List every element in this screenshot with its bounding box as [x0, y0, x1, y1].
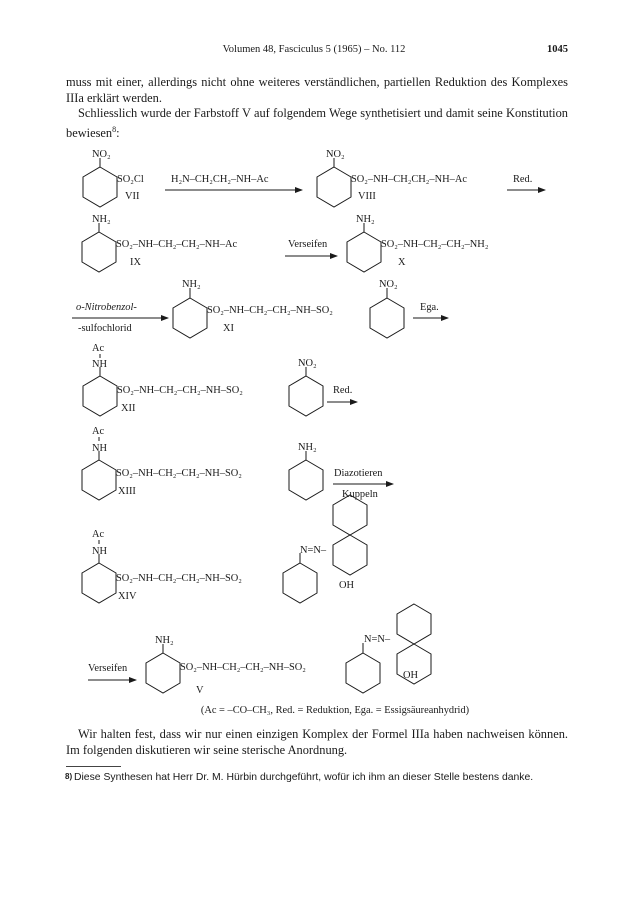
footnote: [65, 771, 568, 785]
nh2-label-ix: NH₂: [92, 214, 111, 225]
naphthalene-upper-ring-xiv: [333, 495, 367, 535]
ac-label-xiii: Ac: [92, 426, 105, 437]
benzene-ring-vii: [83, 167, 117, 207]
reagent-xi-line1: o-Nitrobenzol-: [76, 302, 137, 313]
nh2-label-v: NH₂: [155, 635, 174, 646]
page-number: 1045: [547, 44, 568, 55]
benzene-ring-viii: [317, 167, 351, 207]
compound-label-xi: XI: [223, 323, 234, 334]
chain-x: SO₂–NH–CH₂–CH₂–NH₂: [381, 239, 489, 250]
chain-xiv: SO₂–NH–CH₂–CH₂–NH–SO₂: [116, 573, 242, 584]
oh-label-xiv: OH: [339, 580, 355, 591]
so2cl-label: SO₂Cl: [117, 174, 144, 185]
paragraph-3: Wir halten fest, dass wir nur einen einzigen Komplex der Formel IIIa haben nachweisen können. Im folgenden diskutieren wir seine sterische Anordnung.: [66, 727, 568, 757]
compound-label-xiii: XIII: [118, 486, 136, 497]
paragraph-2-text: Schliesslich wurde der Farbstoff V auf folgendem Wege synthetisiert und damit seine Konstitution bewiesen: [66, 106, 568, 140]
step-verseifen-1: Verseifen: [288, 239, 328, 250]
benzene-ring-xiv-left: [82, 563, 116, 603]
no2-label-xii: NO₂: [298, 358, 317, 369]
step-kuppeln: Kuppeln: [342, 489, 378, 500]
chain-ix: SO₂–NH–CH₂–CH₂–NH–Ac: [116, 239, 238, 250]
benzene-ring-x: [347, 232, 381, 272]
scheme-legend: (Ac = –CO–CH₃, Red. = Reduktion, Ega. = Essigsäureanhydrid): [200, 705, 470, 716]
nh-label-xiv: NH: [92, 546, 108, 557]
azo-label-xiv: N=N–: [300, 545, 327, 556]
naphthalene-lower-ring-xiv: [333, 535, 367, 575]
paragraph-1: muss mit einer, allerdings nicht ohne weiteres verständlichen, partiellen Reduktion des Komplexes IIIa erklärt werden.: [66, 75, 568, 105]
footnote-ref: 8: [112, 124, 117, 134]
step-verseifen-2: Verseifen: [88, 663, 128, 674]
paragraph-2-colon: :: [116, 125, 120, 140]
benzene-ring-xiii-right: [289, 460, 323, 500]
azo-label-v: N=N–: [364, 634, 391, 645]
step-red-1: Red.: [513, 174, 533, 185]
chain-xii: SO₂–NH–CH₂–CH₂–NH–SO₂: [117, 385, 243, 396]
no2-label-xi: NO₂: [379, 279, 398, 290]
nh-label-xiii: NH: [92, 443, 108, 454]
reagent-vii-viii: H₂N–CH₂CH₂–NH–Ac: [171, 174, 269, 185]
chain-xi: SO₂–NH–CH₂–CH₂–NH–SO₂: [207, 305, 333, 316]
step-diazotieren: Diazotieren: [334, 468, 383, 479]
ac-label-xiv: Ac: [92, 529, 105, 540]
chain-xiii: SO₂–NH–CH₂–CH₂–NH–SO₂: [116, 468, 242, 479]
chain-viii: SO₂–NH–CH₂CH₂–NH–Ac: [351, 174, 467, 185]
nh2-label-x: NH₂: [356, 214, 375, 225]
compound-label-x: X: [398, 257, 406, 268]
benzene-ring-xii-right: [289, 376, 323, 416]
benzene-ring-xi-right: [370, 298, 404, 338]
compound-label-viii: VIII: [358, 191, 376, 202]
benzene-ring-xiii-left: [82, 460, 116, 500]
footnote-rule: [66, 766, 121, 767]
benzene-ring-xi-left: [173, 298, 207, 338]
step-ega: Ega.: [420, 302, 439, 313]
step-red-2: Red.: [333, 385, 353, 396]
ac-label-xii: Ac: [92, 343, 105, 354]
nh-label-xii: NH: [92, 359, 108, 370]
chain-v: SO₂–NH–CH₂–CH₂–NH–SO₂: [180, 662, 306, 673]
benzene-ring-xii-left: [83, 376, 117, 416]
footnote-text: Diese Synthesen hat Herr Dr. M. Hürbin durchgeführt, wofür ich ihm an dieser Stelle bestens danke.: [74, 772, 534, 783]
compound-label-xiv: XIV: [118, 591, 137, 602]
compound-label-vii: VII: [125, 191, 140, 202]
benzene-ring-v-right: [346, 653, 380, 693]
no2-label-viii: NO₂: [326, 149, 345, 160]
benzene-ring-ix: [82, 232, 116, 272]
journal-citation: Volumen 48, Fasciculus 5 (1965) – No. 112: [222, 44, 406, 55]
reagent-xi-line2: -sulfochlorid: [78, 323, 132, 334]
footnote-mark: 8): [65, 772, 73, 781]
benzene-ring-xiv-right: [283, 563, 317, 603]
no2-label-vii: NO₂: [92, 149, 111, 160]
naphthalene-upper-ring-v: [397, 604, 431, 644]
benzene-ring-v-left: [146, 653, 180, 693]
compound-label-v: V: [196, 685, 204, 696]
nh2-label-xiii: NH₂: [298, 442, 317, 453]
nh2-label-xi: NH₂: [182, 279, 201, 290]
compound-label-xii: XII: [121, 403, 136, 414]
compound-label-ix: IX: [130, 257, 141, 268]
oh-label-v: OH: [403, 670, 419, 681]
